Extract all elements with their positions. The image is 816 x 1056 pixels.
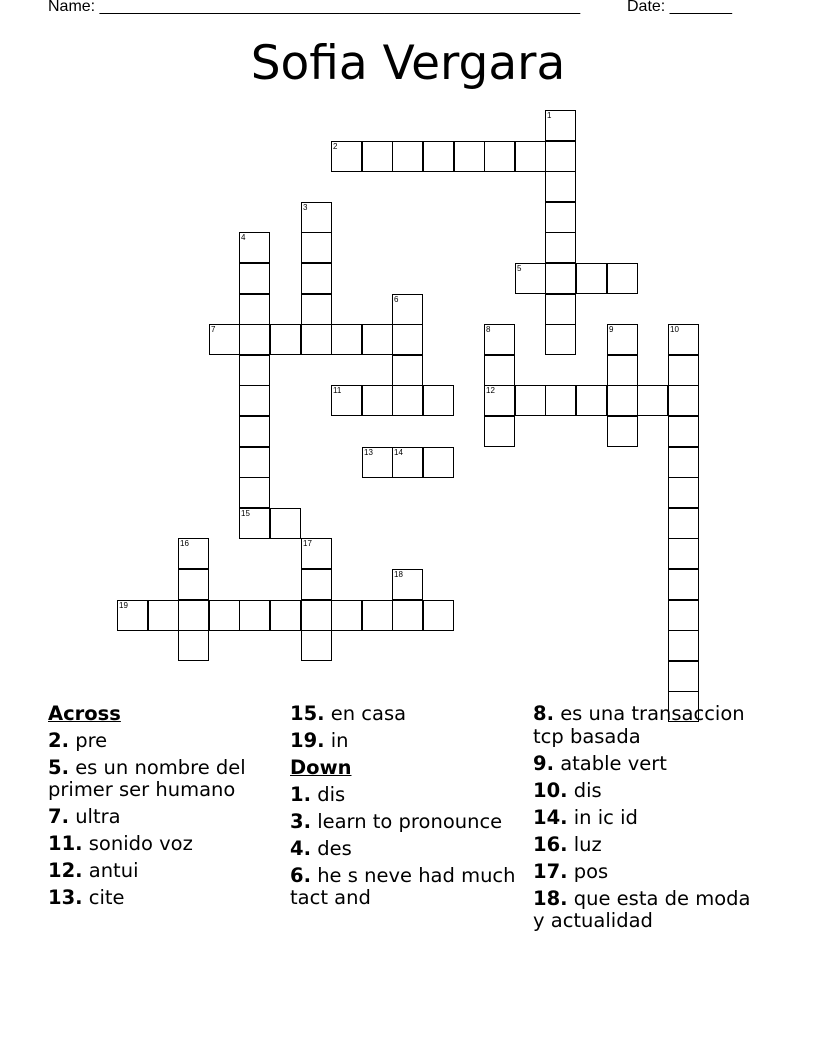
clue-down-1 bbox=[290, 784, 522, 807]
cell-number: 2 bbox=[333, 142, 338, 151]
grid-cell[interactable] bbox=[545, 294, 576, 325]
grid-cell[interactable] bbox=[392, 447, 423, 478]
grid-cell[interactable] bbox=[239, 355, 270, 386]
clue-number: 17. bbox=[533, 859, 568, 883]
grid-cell[interactable] bbox=[545, 202, 576, 233]
grid-cell[interactable] bbox=[301, 202, 332, 233]
clue-text: learn to pronounce bbox=[317, 809, 503, 833]
down-heading: Down bbox=[290, 756, 352, 779]
cell-number: 11 bbox=[333, 386, 342, 395]
clue-number: 2. bbox=[48, 728, 69, 752]
clue-number: 16. bbox=[533, 832, 568, 856]
cell-number: 15 bbox=[241, 509, 250, 518]
grid-cell[interactable] bbox=[668, 569, 699, 600]
grid-cell[interactable] bbox=[576, 263, 607, 294]
grid-cell[interactable] bbox=[148, 600, 179, 631]
grid-cell[interactable] bbox=[362, 324, 393, 355]
clues-column-1 bbox=[48, 703, 280, 914]
grid-cell[interactable] bbox=[423, 385, 454, 416]
cell-number: 5 bbox=[517, 264, 522, 273]
grid-cell[interactable] bbox=[607, 263, 638, 294]
grid-cell[interactable] bbox=[301, 630, 332, 661]
grid-cell[interactable] bbox=[301, 263, 332, 294]
grid-cell[interactable] bbox=[362, 600, 393, 631]
clue-number: 7. bbox=[48, 805, 69, 828]
grid-cell[interactable] bbox=[362, 447, 393, 478]
cell-number: 14 bbox=[394, 448, 403, 457]
clue-text: dis bbox=[573, 778, 602, 802]
grid-cell[interactable] bbox=[178, 600, 209, 631]
grid-cell[interactable] bbox=[301, 538, 332, 569]
grid-cell[interactable] bbox=[209, 324, 240, 355]
grid-cell[interactable] bbox=[484, 416, 515, 447]
grid-cell[interactable] bbox=[545, 385, 576, 416]
grid-cell[interactable] bbox=[668, 447, 699, 478]
clue-text: in ic id bbox=[573, 805, 638, 829]
clue-number: 10. bbox=[533, 778, 568, 802]
grid-cell[interactable] bbox=[178, 630, 209, 661]
cell-number: 1 bbox=[547, 111, 552, 120]
grid-cell[interactable] bbox=[270, 324, 301, 355]
clue-down-9 bbox=[533, 753, 765, 776]
grid-cell[interactable] bbox=[545, 110, 576, 141]
clue-number: 5. bbox=[48, 755, 69, 779]
clue-down-6 bbox=[290, 865, 522, 910]
grid-cell[interactable] bbox=[515, 263, 546, 294]
clue-across-5 bbox=[48, 757, 280, 802]
clue-number: 1. bbox=[290, 782, 311, 806]
grid-cell[interactable] bbox=[392, 600, 423, 631]
clue-text: en casa bbox=[330, 702, 407, 725]
clue-text: luz bbox=[573, 832, 602, 856]
clue-across-12 bbox=[48, 860, 280, 883]
grid-cell[interactable] bbox=[668, 538, 699, 569]
grid-cell[interactable] bbox=[545, 171, 576, 202]
grid-cell[interactable] bbox=[239, 263, 270, 294]
clue-text: cite bbox=[88, 886, 125, 909]
grid-cell[interactable] bbox=[576, 385, 607, 416]
clue-number: 15. bbox=[290, 702, 325, 725]
grid-cell[interactable] bbox=[239, 600, 270, 631]
grid-cell[interactable] bbox=[668, 324, 699, 355]
clue-text: pos bbox=[573, 859, 609, 883]
grid-cell[interactable] bbox=[239, 232, 270, 263]
clue-across-15 bbox=[290, 703, 522, 726]
clue-number: 4. bbox=[290, 836, 311, 860]
grid-cell[interactable] bbox=[239, 477, 270, 508]
grid-cell[interactable] bbox=[178, 538, 209, 569]
clue-text: he s neve had much tact and bbox=[290, 863, 516, 909]
grid-cell[interactable] bbox=[484, 141, 515, 172]
grid-cell[interactable] bbox=[178, 569, 209, 600]
cell-number: 10 bbox=[670, 325, 679, 334]
grid-cell[interactable] bbox=[239, 447, 270, 478]
grid-cell[interactable] bbox=[301, 232, 332, 263]
grid-cell[interactable] bbox=[301, 324, 332, 355]
clue-number: 12. bbox=[48, 859, 83, 882]
cell-number: 17 bbox=[303, 539, 312, 548]
clue-number: 3. bbox=[290, 809, 311, 833]
cell-number: 18 bbox=[394, 570, 403, 579]
grid-cell[interactable] bbox=[392, 294, 423, 325]
grid-cell[interactable] bbox=[545, 324, 576, 355]
clues-column-3 bbox=[533, 703, 765, 937]
grid-cell[interactable] bbox=[239, 324, 270, 355]
grid-cell[interactable] bbox=[515, 385, 546, 416]
grid-cell[interactable] bbox=[668, 661, 699, 692]
grid-cell[interactable] bbox=[607, 355, 638, 386]
grid-cell[interactable] bbox=[362, 141, 393, 172]
grid-cell[interactable] bbox=[545, 141, 576, 172]
grid-cell[interactable] bbox=[607, 324, 638, 355]
grid-cell[interactable] bbox=[545, 263, 576, 294]
clue-down-18 bbox=[533, 888, 765, 933]
grid-cell[interactable] bbox=[209, 600, 240, 631]
clue-down-3 bbox=[290, 811, 522, 834]
grid-cell[interactable] bbox=[454, 141, 485, 172]
grid-cell[interactable] bbox=[484, 385, 515, 416]
grid-cell[interactable] bbox=[239, 508, 270, 539]
clue-text: es una transaccion tcp basada bbox=[533, 702, 745, 748]
clue-number: 18. bbox=[533, 886, 568, 910]
grid-cell[interactable] bbox=[607, 416, 638, 447]
clue-text: ultra bbox=[75, 805, 121, 828]
grid-cell[interactable] bbox=[117, 600, 148, 631]
grid-cell[interactable] bbox=[545, 232, 576, 263]
grid-cell[interactable] bbox=[392, 141, 423, 172]
clue-down-16 bbox=[533, 834, 765, 857]
clue-number: 9. bbox=[533, 751, 554, 775]
clue-down-4 bbox=[290, 838, 522, 861]
clues-column-2 bbox=[290, 703, 522, 914]
cell-number: 6 bbox=[394, 295, 399, 304]
grid-cell[interactable] bbox=[239, 385, 270, 416]
clue-across-11 bbox=[48, 833, 280, 856]
cell-number: 7 bbox=[211, 325, 216, 334]
clue-number: 8. bbox=[533, 702, 554, 725]
cell-number: 4 bbox=[241, 233, 246, 242]
grid-cell[interactable] bbox=[423, 447, 454, 478]
grid-cell[interactable] bbox=[668, 355, 699, 386]
clue-text: des bbox=[317, 836, 352, 860]
grid-cell[interactable] bbox=[331, 141, 362, 172]
grid-cell[interactable] bbox=[301, 569, 332, 600]
grid-cell[interactable] bbox=[239, 416, 270, 447]
grid-cell[interactable] bbox=[668, 385, 699, 416]
grid-cell[interactable] bbox=[668, 630, 699, 661]
cell-number: 3 bbox=[303, 203, 308, 212]
clue-down-10 bbox=[533, 780, 765, 803]
cell-number: 16 bbox=[180, 539, 189, 548]
clue-across-19 bbox=[290, 730, 522, 753]
clue-text: sonido voz bbox=[88, 832, 193, 855]
grid-cell[interactable] bbox=[392, 385, 423, 416]
grid-cell[interactable] bbox=[607, 385, 638, 416]
grid-cell[interactable] bbox=[668, 508, 699, 539]
grid-cell[interactable] bbox=[484, 324, 515, 355]
clue-number: 11. bbox=[48, 832, 83, 855]
grid-cell[interactable] bbox=[423, 600, 454, 631]
clue-text: antui bbox=[88, 859, 139, 882]
cell-number: 19 bbox=[119, 601, 128, 610]
grid-cell[interactable] bbox=[301, 294, 332, 325]
grid-cell[interactable] bbox=[301, 600, 332, 631]
date-field: Date: _______ bbox=[627, 0, 732, 15]
grid-cell[interactable] bbox=[515, 141, 546, 172]
grid-cell[interactable] bbox=[484, 355, 515, 386]
clue-text: pre bbox=[75, 728, 108, 752]
cell-number: 13 bbox=[364, 448, 373, 457]
grid-cell[interactable] bbox=[668, 416, 699, 447]
clue-across-13 bbox=[48, 887, 280, 910]
grid-cell[interactable] bbox=[392, 355, 423, 386]
clue-number: 13. bbox=[48, 886, 83, 909]
clue-down-8 bbox=[533, 703, 765, 748]
grid-cell[interactable] bbox=[362, 385, 393, 416]
clue-number: 6. bbox=[290, 863, 311, 887]
grid-cell[interactable] bbox=[637, 385, 668, 416]
grid-cell[interactable] bbox=[331, 324, 362, 355]
clue-down-17 bbox=[533, 861, 765, 884]
grid-cell[interactable] bbox=[392, 569, 423, 600]
name-field: Name: ______________________________________________________ bbox=[48, 0, 581, 15]
grid-cell[interactable] bbox=[331, 600, 362, 631]
clue-text: es un nombre del primer ser humano bbox=[48, 755, 246, 801]
clue-down-14 bbox=[533, 807, 765, 830]
clue-number: 19. bbox=[290, 729, 325, 752]
clue-text: atable vert bbox=[560, 751, 667, 775]
across-heading: Across bbox=[48, 702, 121, 725]
clue-text: in bbox=[330, 729, 349, 752]
grid-cell[interactable] bbox=[423, 141, 454, 172]
puzzle-title: Sofia Vergara bbox=[250, 36, 566, 91]
cell-number: 9 bbox=[609, 325, 614, 334]
grid-cell[interactable] bbox=[270, 600, 301, 631]
cell-number: 12 bbox=[486, 386, 495, 395]
clue-number: 14. bbox=[533, 805, 568, 829]
clue-across-2 bbox=[48, 730, 280, 753]
grid-cell[interactable] bbox=[239, 294, 270, 325]
grid-cell[interactable] bbox=[270, 508, 301, 539]
clue-text: dis bbox=[317, 782, 346, 806]
grid-cell[interactable] bbox=[668, 477, 699, 508]
grid-cell[interactable] bbox=[331, 385, 362, 416]
cell-number: 8 bbox=[486, 325, 491, 334]
grid-cell[interactable] bbox=[392, 324, 423, 355]
clue-across-7 bbox=[48, 806, 280, 829]
clue-text: que esta de moda y actualidad bbox=[533, 886, 751, 932]
grid-cell[interactable] bbox=[668, 600, 699, 631]
